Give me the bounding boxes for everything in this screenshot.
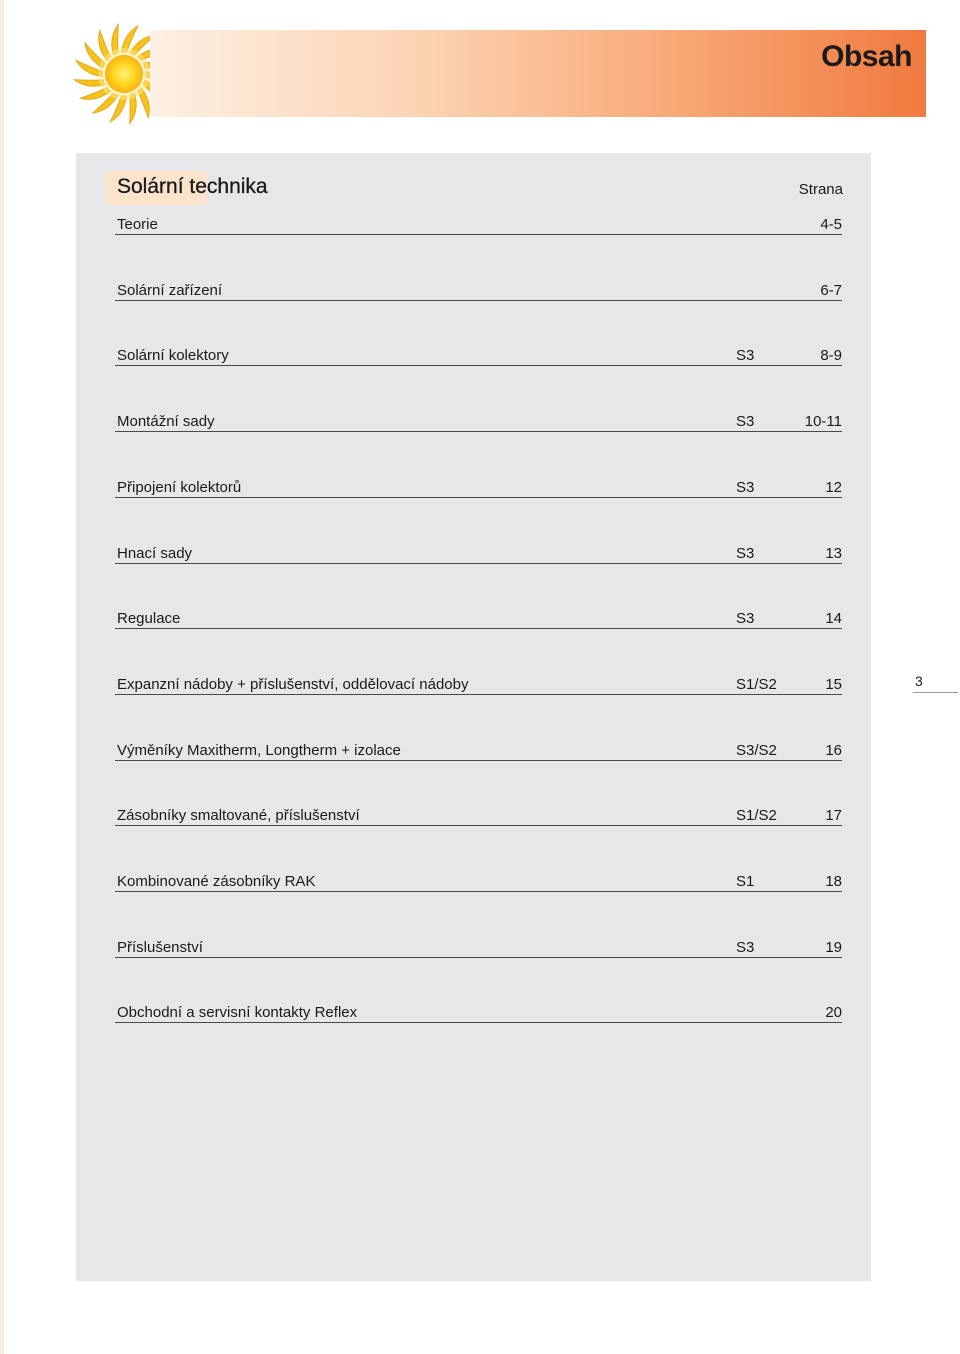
toc-row-label: Zásobníky smaltované, příslušenství <box>117 807 360 824</box>
toc-row-code: S1/S2 <box>736 676 777 693</box>
toc-row-code: S3 <box>736 545 755 562</box>
toc-row-page: 14 <box>825 610 842 627</box>
toc-row-code: S1 <box>736 873 755 890</box>
toc-row[interactable] <box>115 343 842 366</box>
toc-row[interactable] <box>115 935 842 958</box>
toc-row-label: Solární zařízení <box>117 282 223 299</box>
toc-row[interactable] <box>115 869 842 892</box>
toc-row[interactable] <box>115 672 842 695</box>
toc-row[interactable] <box>115 278 842 301</box>
toc-row-page: 17 <box>825 807 842 824</box>
toc-row-code: S3 <box>736 479 755 496</box>
toc-row-page: 18 <box>825 873 842 890</box>
toc-row-code: S3 <box>736 413 755 430</box>
toc-row-page: 4-5 <box>820 216 842 233</box>
toc-row[interactable] <box>115 1000 842 1023</box>
toc-row-label: Teorie <box>117 216 158 233</box>
toc-row-label: Expanzní nádoby + příslušenství, oddělovací nádoby <box>117 676 469 693</box>
page-number: 3 <box>915 673 923 689</box>
toc-row-label: Obchodní a servisní kontakty Reflex <box>117 1004 358 1021</box>
toc-row-label: Hnací sady <box>117 545 193 562</box>
toc-row[interactable] <box>115 738 842 761</box>
page-number-rule <box>913 692 958 693</box>
toc-panel <box>76 153 871 1281</box>
page-edge-strip <box>0 0 4 1354</box>
toc-row[interactable] <box>115 212 842 235</box>
page-column-label: Strana <box>798 181 843 198</box>
toc-row[interactable] <box>115 475 842 498</box>
toc-row-page: 19 <box>825 939 842 956</box>
toc-row-label: Příslušenství <box>117 939 203 956</box>
toc-row-page: 13 <box>825 545 842 562</box>
toc-row-page: 6-7 <box>820 282 842 299</box>
toc-row-code: S3 <box>736 939 755 956</box>
toc-row-label: Regulace <box>117 610 181 627</box>
toc-row-code: S3/S2 <box>736 742 777 759</box>
section-title: Solární technika <box>117 175 268 198</box>
toc-row-code: S1/S2 <box>736 807 777 824</box>
toc-row-page: 10-11 <box>804 413 842 430</box>
toc-row-label: Kombinované zásobníky RAK <box>117 873 316 890</box>
toc-row-label: Výměníky Maxitherm, Longtherm + izolace <box>117 742 401 759</box>
toc-row-page: 16 <box>825 742 842 759</box>
toc-row[interactable] <box>115 606 842 629</box>
toc-row-label: Montážní sady <box>117 413 215 430</box>
toc-row-page: 8-9 <box>820 347 842 364</box>
toc-row[interactable] <box>115 541 842 564</box>
toc-row-page: 15 <box>825 676 842 693</box>
toc-row-page: 12 <box>825 479 842 496</box>
toc-row[interactable] <box>115 409 842 432</box>
toc-row-page: 20 <box>825 1004 842 1021</box>
toc-row[interactable] <box>115 803 842 826</box>
header-band <box>150 30 926 117</box>
toc-row-code: S3 <box>736 610 755 627</box>
toc-row-code: S3 <box>736 347 755 364</box>
toc-row-label: Připojení kolektorů <box>117 479 242 496</box>
toc-row-label: Solární kolektory <box>117 347 229 364</box>
page-title: Obsah <box>821 40 912 73</box>
